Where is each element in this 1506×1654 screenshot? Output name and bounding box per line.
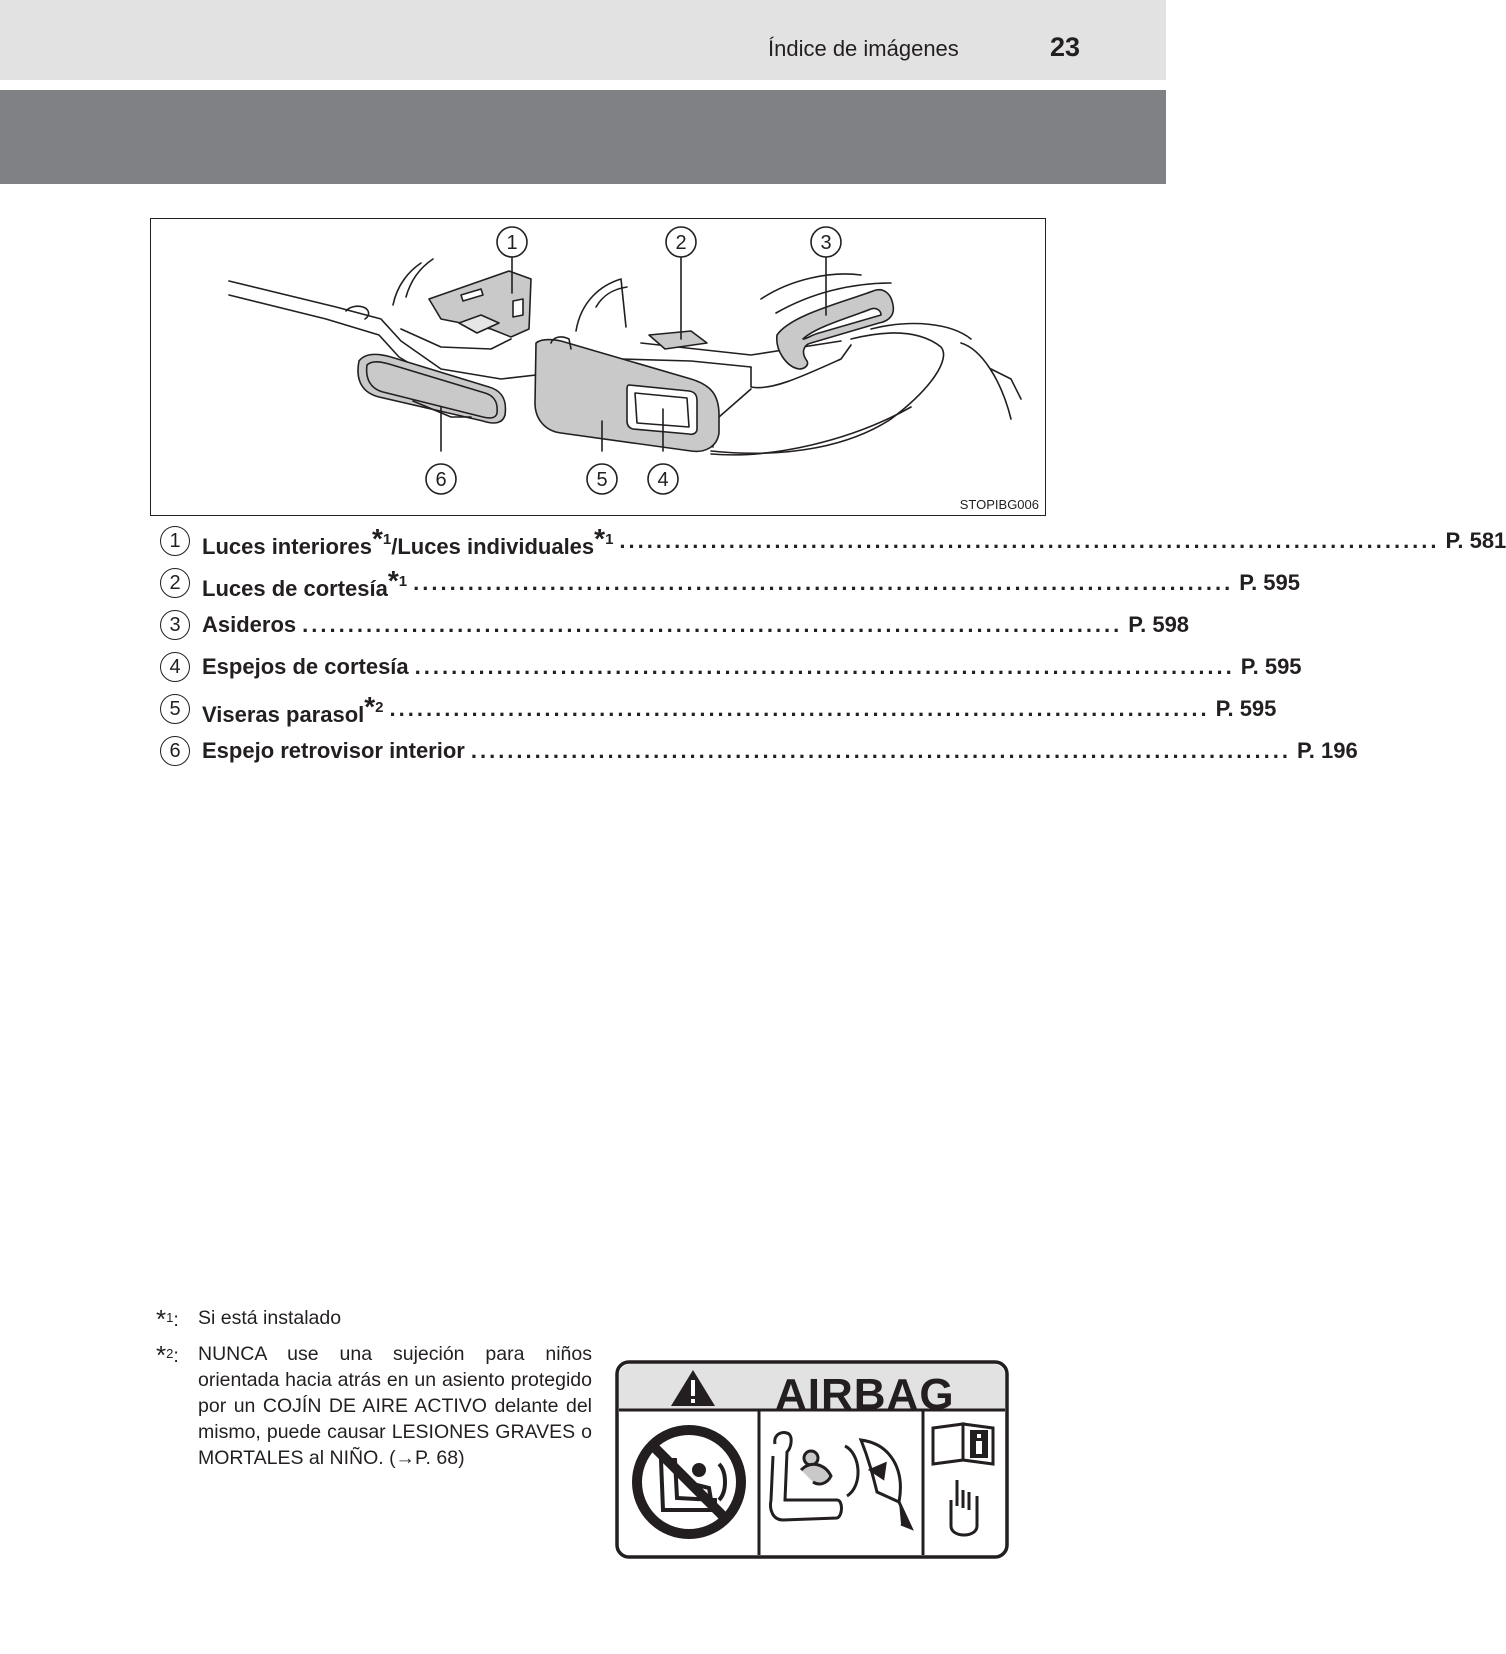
courtesy-light bbox=[649, 331, 707, 349]
callout-label-6: 6 bbox=[435, 469, 447, 491]
page-header bbox=[0, 0, 1166, 80]
dot-leader: .......................................................................................... bbox=[413, 570, 1234, 595]
list-item bbox=[160, 688, 1277, 730]
footnote-text: Si está instalado bbox=[198, 1307, 342, 1329]
ceiling-drawing bbox=[151, 219, 1047, 517]
item-label: Espejos de cortesía bbox=[202, 654, 409, 679]
callout-label-3: 3 bbox=[820, 232, 832, 254]
list-item bbox=[160, 520, 1506, 562]
item-number: 4 bbox=[160, 652, 190, 682]
page-reference[interactable]: P. 595 bbox=[1239, 570, 1301, 595]
item-number: 2 bbox=[160, 568, 190, 598]
page-reference[interactable]: P. 581 bbox=[1445, 528, 1506, 553]
page-reference[interactable]: P. 598 bbox=[1128, 612, 1190, 637]
header-band bbox=[0, 90, 1166, 184]
list-item bbox=[160, 562, 1301, 604]
callout-label-5: 5 bbox=[596, 469, 608, 491]
dot-leader: .......................................................................................... bbox=[619, 528, 1440, 553]
footnotes bbox=[156, 1305, 592, 1471]
dot-leader: .......................................................................................... bbox=[302, 612, 1123, 637]
page-reference[interactable]: P. 196 bbox=[1296, 738, 1358, 763]
item-number: 6 bbox=[160, 736, 190, 766]
list-item bbox=[160, 604, 1190, 646]
item-label: Viseras parasol*$^2$ bbox=[202, 690, 384, 727]
callout-label-4: 4 bbox=[657, 469, 669, 491]
item-number: 5 bbox=[160, 694, 190, 724]
dot-leader: .......................................................................................... bbox=[414, 654, 1235, 679]
item-label: Espejo retrovisor interior bbox=[202, 738, 465, 763]
page-number: 23 bbox=[1050, 32, 1081, 62]
assist-grip bbox=[777, 290, 894, 369]
figure-code: STOPIBG006 bbox=[959, 497, 1039, 512]
airbag-title: AIRBAG bbox=[775, 1370, 955, 1419]
item-number: 1 bbox=[160, 526, 190, 556]
page-reference[interactable]: P. 595 bbox=[1215, 696, 1277, 721]
item-list bbox=[160, 520, 1506, 772]
airbag-warning-label bbox=[615, 1360, 1009, 1559]
footnote bbox=[156, 1341, 592, 1471]
footnote bbox=[156, 1304, 592, 1334]
callout-label-2: 2 bbox=[675, 232, 687, 254]
list-item bbox=[160, 646, 1302, 688]
section-title: Índice de imágenes bbox=[768, 36, 959, 61]
dot-leader: .......................................................................................... bbox=[389, 696, 1210, 721]
item-label: Luces de cortesía*$^1$ bbox=[202, 564, 408, 601]
rearview-mirror bbox=[358, 354, 506, 423]
page-reference[interactable]: P. 595 bbox=[1240, 654, 1302, 679]
dot-leader: .......................................................................................... bbox=[470, 738, 1291, 763]
item-label: Luces interiores*$^1$/Luces individuales*$^1$ bbox=[202, 522, 614, 559]
list-item bbox=[160, 730, 1358, 772]
item-label: Asideros bbox=[202, 612, 297, 637]
no-rear-facing-seat-icon bbox=[637, 1430, 741, 1534]
callout-label-1: 1 bbox=[506, 232, 518, 254]
footnote-mark: *$^2$: bbox=[156, 1340, 179, 1370]
item-number: 3 bbox=[160, 610, 190, 640]
interior-ceiling-illustration bbox=[150, 218, 1046, 516]
footnote-mark: *$^1$: bbox=[156, 1304, 179, 1334]
footnote-text: NUNCA use una sujeción para niños orientada hacia atrás en un asiento protegido por un COJÍN DE AIRE ACTIVO delante del mismo, puede causar LESIONES GRAVES o MORTALES al NIÑO. (→P. 68) bbox=[198, 1343, 592, 1469]
